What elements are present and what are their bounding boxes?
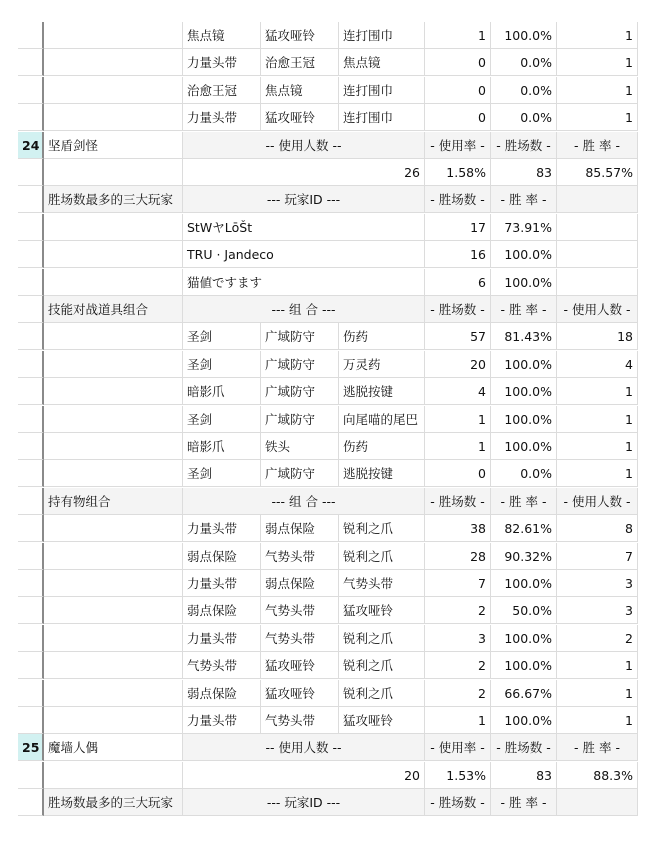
combo-item-3-cell[interactable]: 连打围巾 bbox=[339, 77, 425, 104]
row-gutter-cell[interactable] bbox=[18, 22, 44, 49]
wins-cell[interactable]: 2 bbox=[425, 680, 491, 707]
usage-count-header-cell[interactable]: -- 使用人数 -- bbox=[183, 132, 425, 159]
combo-item-3-cell[interactable]: 锐利之爪 bbox=[339, 543, 425, 570]
wins-header-cell[interactable]: - 胜场数 - bbox=[425, 789, 491, 816]
table-row bbox=[18, 762, 638, 789]
section-label-cell[interactable]: 胜场数最多的三大玩家 bbox=[44, 186, 183, 213]
win-rate-cell[interactable]: 88.3% bbox=[557, 762, 638, 789]
combo-item-2-cell[interactable]: 广域防守 bbox=[261, 323, 339, 350]
empty-cell[interactable] bbox=[44, 323, 183, 350]
usage-rate-cell[interactable]: 1.58% bbox=[425, 159, 491, 186]
users-cell[interactable]: 1 bbox=[557, 77, 638, 104]
win-rate-header-cell[interactable]: - 胜 率 - bbox=[491, 186, 557, 213]
combo-item-2-cell[interactable]: 广域防守 bbox=[261, 378, 339, 405]
wins-cell[interactable]: 2 bbox=[425, 597, 491, 624]
empty-cell[interactable] bbox=[44, 22, 183, 49]
empty-cell[interactable] bbox=[557, 241, 638, 268]
wins-cell[interactable]: 83 bbox=[491, 762, 557, 789]
usage-count-cell[interactable]: 20 bbox=[183, 762, 425, 789]
combo-item-2-cell[interactable]: 弱点保险 bbox=[261, 515, 339, 542]
table-row bbox=[18, 652, 638, 679]
combo-item-2-cell[interactable]: 广域防守 bbox=[261, 406, 339, 433]
table-row bbox=[18, 241, 638, 268]
combo-item-1-cell[interactable]: 弱点保险 bbox=[183, 680, 261, 707]
row-gutter-cell[interactable] bbox=[18, 159, 44, 186]
table-row bbox=[18, 597, 638, 624]
combo-item-1-cell[interactable]: 圣剑 bbox=[183, 406, 261, 433]
users-cell[interactable]: 1 bbox=[557, 22, 638, 49]
win-rate-cell[interactable]: 73.91% bbox=[491, 214, 557, 241]
users-cell[interactable]: 1 bbox=[557, 707, 638, 734]
users-cell[interactable]: 8 bbox=[557, 515, 638, 542]
combo-item-1-cell[interactable]: 弱点保险 bbox=[183, 597, 261, 624]
table-row bbox=[18, 406, 638, 433]
combo-item-2-cell[interactable]: 气势头带 bbox=[261, 707, 339, 734]
table-row bbox=[18, 323, 638, 350]
combo-item-2-cell[interactable]: 治愈王冠 bbox=[261, 49, 339, 76]
win-rate-header-cell[interactable]: - 胜 率 - bbox=[491, 488, 557, 515]
empty-cell[interactable] bbox=[44, 543, 183, 570]
usage-count-header-cell[interactable]: -- 使用人数 -- bbox=[183, 734, 425, 761]
empty-cell[interactable] bbox=[44, 378, 183, 405]
empty-cell[interactable] bbox=[44, 652, 183, 679]
win-rate-cell[interactable]: 100.0% bbox=[491, 406, 557, 433]
combo-item-1-cell[interactable]: 圣剑 bbox=[183, 460, 261, 487]
win-rate-cell[interactable]: 66.67% bbox=[491, 680, 557, 707]
users-cell[interactable]: 18 bbox=[557, 323, 638, 350]
combo-item-3-cell[interactable]: 伤药 bbox=[339, 323, 425, 350]
row-gutter-cell[interactable] bbox=[18, 214, 44, 241]
combo-item-3-cell[interactable]: 锐利之爪 bbox=[339, 625, 425, 652]
combo-item-1-cell[interactable]: 力量头带 bbox=[183, 707, 261, 734]
combo-item-1-cell[interactable]: 气势头带 bbox=[183, 652, 261, 679]
row-gutter-cell[interactable] bbox=[18, 351, 44, 378]
empty-cell[interactable] bbox=[44, 762, 183, 789]
row-gutter-cell[interactable] bbox=[18, 269, 44, 296]
combo-item-1-cell[interactable]: 暗影爪 bbox=[183, 433, 261, 460]
usage-rate-header-cell[interactable]: - 使用率 - bbox=[425, 734, 491, 761]
wins-header-cell[interactable]: - 胜场数 - bbox=[491, 734, 557, 761]
combo-item-2-cell[interactable]: 猛攻哑铃 bbox=[261, 104, 339, 131]
usage-rate-cell[interactable]: 1.53% bbox=[425, 762, 491, 789]
wins-cell[interactable]: 0 bbox=[425, 460, 491, 487]
wins-cell[interactable]: 0 bbox=[425, 77, 491, 104]
wins-header-cell[interactable]: - 胜场数 - bbox=[425, 488, 491, 515]
table-row bbox=[18, 625, 638, 652]
empty-cell[interactable] bbox=[44, 515, 183, 542]
table-row bbox=[18, 22, 638, 49]
row-gutter-cell[interactable] bbox=[18, 515, 44, 542]
table-row bbox=[18, 460, 638, 487]
win-rate-header-cell[interactable]: - 胜 率 - bbox=[491, 296, 557, 323]
combo-item-3-cell[interactable]: 连打围巾 bbox=[339, 22, 425, 49]
empty-cell[interactable] bbox=[557, 269, 638, 296]
row-gutter-cell[interactable] bbox=[18, 323, 44, 350]
empty-cell[interactable] bbox=[44, 49, 183, 76]
combo-item-3-cell[interactable]: 焦点镜 bbox=[339, 49, 425, 76]
table-row bbox=[18, 734, 638, 761]
combo-item-3-cell[interactable]: 锐利之爪 bbox=[339, 515, 425, 542]
rank-number-cell[interactable]: 25 bbox=[18, 734, 44, 761]
wins-cell[interactable]: 2 bbox=[425, 652, 491, 679]
users-cell[interactable]: 2 bbox=[557, 625, 638, 652]
table-row bbox=[18, 515, 638, 542]
wins-cell[interactable]: 16 bbox=[425, 241, 491, 268]
table-row bbox=[18, 488, 638, 515]
wins-header-cell[interactable]: - 胜场数 - bbox=[491, 132, 557, 159]
win-rate-cell[interactable]: 82.61% bbox=[491, 515, 557, 542]
combo-item-3-cell[interactable]: 万灵药 bbox=[339, 351, 425, 378]
table-row bbox=[18, 49, 638, 76]
combo-item-3-cell[interactable]: 猛攻哑铃 bbox=[339, 707, 425, 734]
empty-cell[interactable] bbox=[44, 570, 183, 597]
combo-item-1-cell[interactable]: 焦点镜 bbox=[183, 22, 261, 49]
users-cell[interactable]: 1 bbox=[557, 49, 638, 76]
wins-header-cell[interactable]: - 胜场数 - bbox=[425, 296, 491, 323]
combo-item-2-cell[interactable]: 焦点镜 bbox=[261, 77, 339, 104]
wins-cell[interactable]: 20 bbox=[425, 351, 491, 378]
table-row bbox=[18, 159, 638, 186]
table-row bbox=[18, 104, 638, 131]
win-rate-cell[interactable]: 100.0% bbox=[491, 351, 557, 378]
usage-count-cell[interactable]: 26 bbox=[183, 159, 425, 186]
empty-cell[interactable] bbox=[44, 77, 183, 104]
wins-cell[interactable]: 0 bbox=[425, 104, 491, 131]
users-cell[interactable]: 7 bbox=[557, 543, 638, 570]
empty-cell[interactable] bbox=[44, 214, 183, 241]
combo-item-3-cell[interactable]: 猛攻哑铃 bbox=[339, 597, 425, 624]
win-rate-cell[interactable]: 81.43% bbox=[491, 323, 557, 350]
wins-cell[interactable]: 17 bbox=[425, 214, 491, 241]
users-header-cell[interactable] bbox=[557, 186, 638, 213]
row-gutter-cell[interactable] bbox=[18, 762, 44, 789]
win-rate-cell[interactable]: 0.0% bbox=[491, 49, 557, 76]
wins-cell[interactable]: 1 bbox=[425, 433, 491, 460]
row-gutter-cell[interactable] bbox=[18, 406, 44, 433]
users-cell[interactable]: 1 bbox=[557, 378, 638, 405]
row-gutter-cell[interactable] bbox=[18, 789, 44, 816]
combo-item-3-cell[interactable]: 伤药 bbox=[339, 433, 425, 460]
wins-cell[interactable]: 57 bbox=[425, 323, 491, 350]
win-rate-header-cell[interactable]: - 胜 率 - bbox=[491, 789, 557, 816]
row-gutter-cell[interactable] bbox=[18, 597, 44, 624]
combo-item-1-cell[interactable]: 力量头带 bbox=[183, 515, 261, 542]
table-row bbox=[18, 707, 638, 734]
table-row bbox=[18, 680, 638, 707]
row-gutter-cell[interactable] bbox=[18, 680, 44, 707]
win-rate-cell[interactable]: 100.0% bbox=[491, 652, 557, 679]
row-gutter-cell[interactable] bbox=[18, 296, 44, 323]
users-cell[interactable]: 1 bbox=[557, 433, 638, 460]
table-row bbox=[18, 433, 638, 460]
users-cell[interactable]: 3 bbox=[557, 570, 638, 597]
section-column-header-cell[interactable]: --- 玩家ID --- bbox=[183, 186, 425, 213]
pokemon-name-cell[interactable]: 魔墙人偶 bbox=[44, 734, 183, 761]
row-gutter-cell[interactable] bbox=[18, 433, 44, 460]
combo-item-3-cell[interactable]: 连打围巾 bbox=[339, 104, 425, 131]
empty-cell[interactable] bbox=[44, 241, 183, 268]
users-header-cell[interactable] bbox=[557, 789, 638, 816]
win-rate-cell[interactable]: 100.0% bbox=[491, 707, 557, 734]
wins-cell[interactable]: 3 bbox=[425, 625, 491, 652]
table-row bbox=[18, 378, 638, 405]
combo-item-2-cell[interactable]: 猛攻哑铃 bbox=[261, 652, 339, 679]
win-rate-cell[interactable]: 100.0% bbox=[491, 269, 557, 296]
users-header-cell[interactable]: - 使用人数 - bbox=[557, 296, 638, 323]
table-row bbox=[18, 186, 638, 213]
table-row bbox=[18, 214, 638, 241]
combo-item-3-cell[interactable]: 气势头带 bbox=[339, 570, 425, 597]
win-rate-cell[interactable]: 100.0% bbox=[491, 625, 557, 652]
wins-cell[interactable]: 1 bbox=[425, 406, 491, 433]
combo-item-3-cell[interactable]: 锐利之爪 bbox=[339, 680, 425, 707]
empty-cell[interactable] bbox=[44, 406, 183, 433]
section-label-cell[interactable]: 技能对战道具组合 bbox=[44, 296, 183, 323]
empty-cell[interactable] bbox=[44, 625, 183, 652]
table-row bbox=[18, 132, 638, 159]
player-id-cell[interactable]: 猫値ですます bbox=[183, 269, 425, 296]
row-gutter-cell[interactable] bbox=[18, 104, 44, 131]
combo-item-2-cell[interactable]: 铁头 bbox=[261, 433, 339, 460]
win-rate-cell[interactable]: 85.57% bbox=[557, 159, 638, 186]
table-row bbox=[18, 543, 638, 570]
users-cell[interactable]: 1 bbox=[557, 680, 638, 707]
users-cell[interactable]: 4 bbox=[557, 351, 638, 378]
users-cell[interactable]: 3 bbox=[557, 597, 638, 624]
combo-item-1-cell[interactable]: 圣剑 bbox=[183, 323, 261, 350]
win-rate-cell[interactable]: 100.0% bbox=[491, 378, 557, 405]
combo-item-3-cell[interactable]: 逃脱按键 bbox=[339, 378, 425, 405]
table-row bbox=[18, 570, 638, 597]
empty-cell[interactable] bbox=[44, 433, 183, 460]
combo-item-1-cell[interactable]: 暗影爪 bbox=[183, 378, 261, 405]
empty-cell[interactable] bbox=[44, 269, 183, 296]
wins-cell[interactable]: 28 bbox=[425, 543, 491, 570]
combo-item-1-cell[interactable]: 圣剑 bbox=[183, 351, 261, 378]
player-id-cell[interactable]: StWヤLōŠt bbox=[183, 214, 425, 241]
table-row bbox=[18, 77, 638, 104]
combo-item-3-cell[interactable]: 逃脱按键 bbox=[339, 460, 425, 487]
player-id-cell[interactable]: TRU · Jandeco bbox=[183, 241, 425, 268]
table-row bbox=[18, 351, 638, 378]
empty-cell[interactable] bbox=[44, 707, 183, 734]
wins-cell[interactable]: 4 bbox=[425, 378, 491, 405]
users-cell[interactable]: 1 bbox=[557, 406, 638, 433]
combo-item-1-cell[interactable]: 治愈王冠 bbox=[183, 77, 261, 104]
win-rate-cell[interactable]: 100.0% bbox=[491, 22, 557, 49]
row-gutter-cell[interactable] bbox=[18, 49, 44, 76]
section-label-cell[interactable]: 持有物组合 bbox=[44, 488, 183, 515]
users-header-cell[interactable]: - 使用人数 - bbox=[557, 488, 638, 515]
win-rate-header-cell[interactable]: - 胜 率 - bbox=[557, 734, 638, 761]
win-rate-cell[interactable]: 0.0% bbox=[491, 77, 557, 104]
wins-cell[interactable]: 1 bbox=[425, 707, 491, 734]
row-gutter-cell[interactable] bbox=[18, 378, 44, 405]
combo-item-3-cell[interactable]: 向尾喵的尾巴 bbox=[339, 406, 425, 433]
empty-cell[interactable] bbox=[44, 680, 183, 707]
empty-cell[interactable] bbox=[557, 214, 638, 241]
combo-item-2-cell[interactable]: 猛攻哑铃 bbox=[261, 680, 339, 707]
wins-cell[interactable]: 1 bbox=[425, 22, 491, 49]
combo-item-1-cell[interactable]: 力量头带 bbox=[183, 104, 261, 131]
users-cell[interactable]: 1 bbox=[557, 460, 638, 487]
row-gutter-cell[interactable] bbox=[18, 707, 44, 734]
table-row bbox=[18, 269, 638, 296]
wins-cell[interactable]: 6 bbox=[425, 269, 491, 296]
win-rate-cell[interactable]: 90.32% bbox=[491, 543, 557, 570]
wins-header-cell[interactable]: - 胜场数 - bbox=[425, 186, 491, 213]
combo-item-1-cell[interactable]: 力量头带 bbox=[183, 625, 261, 652]
empty-cell[interactable] bbox=[44, 351, 183, 378]
win-rate-cell[interactable]: 50.0% bbox=[491, 597, 557, 624]
pokemon-name-cell[interactable]: 坚盾剑怪 bbox=[44, 132, 183, 159]
row-gutter-cell[interactable] bbox=[18, 460, 44, 487]
row-gutter-cell[interactable] bbox=[18, 543, 44, 570]
empty-cell[interactable] bbox=[44, 460, 183, 487]
empty-cell[interactable] bbox=[44, 597, 183, 624]
combo-item-2-cell[interactable]: 气势头带 bbox=[261, 597, 339, 624]
empty-cell[interactable] bbox=[44, 159, 183, 186]
combo-item-2-cell[interactable]: 弱点保险 bbox=[261, 570, 339, 597]
wins-cell[interactable]: 83 bbox=[491, 159, 557, 186]
combo-item-2-cell[interactable]: 气势头带 bbox=[261, 543, 339, 570]
win-rate-cell[interactable]: 100.0% bbox=[491, 433, 557, 460]
users-cell[interactable]: 1 bbox=[557, 652, 638, 679]
combo-item-1-cell[interactable]: 弱点保险 bbox=[183, 543, 261, 570]
row-gutter-cell[interactable] bbox=[18, 186, 44, 213]
win-rate-cell[interactable]: 100.0% bbox=[491, 241, 557, 268]
win-rate-cell[interactable]: 0.0% bbox=[491, 104, 557, 131]
section-column-header-cell[interactable]: --- 组 合 --- bbox=[183, 296, 425, 323]
row-gutter-cell[interactable] bbox=[18, 652, 44, 679]
row-gutter-cell[interactable] bbox=[18, 77, 44, 104]
win-rate-cell[interactable]: 100.0% bbox=[491, 570, 557, 597]
row-gutter-cell[interactable] bbox=[18, 570, 44, 597]
win-rate-header-cell[interactable]: - 胜 率 - bbox=[557, 132, 638, 159]
win-rate-cell[interactable]: 0.0% bbox=[491, 460, 557, 487]
combo-item-2-cell[interactable]: 气势头带 bbox=[261, 625, 339, 652]
combo-item-1-cell[interactable]: 力量头带 bbox=[183, 49, 261, 76]
combo-item-2-cell[interactable]: 猛攻哑铃 bbox=[261, 22, 339, 49]
wins-cell[interactable]: 0 bbox=[425, 49, 491, 76]
wins-cell[interactable]: 38 bbox=[425, 515, 491, 542]
users-cell[interactable]: 1 bbox=[557, 104, 638, 131]
wins-cell[interactable]: 7 bbox=[425, 570, 491, 597]
empty-cell[interactable] bbox=[44, 104, 183, 131]
section-column-header-cell[interactable]: --- 玩家ID --- bbox=[183, 789, 425, 816]
section-label-cell[interactable]: 胜场数最多的三大玩家 bbox=[44, 789, 183, 816]
row-gutter-cell[interactable] bbox=[18, 241, 44, 268]
rank-number-cell[interactable]: 24 bbox=[18, 132, 44, 159]
table-row bbox=[18, 789, 638, 816]
table-row bbox=[18, 296, 638, 323]
row-gutter-cell[interactable] bbox=[18, 625, 44, 652]
combo-item-1-cell[interactable]: 力量头带 bbox=[183, 570, 261, 597]
section-column-header-cell[interactable]: --- 组 合 --- bbox=[183, 488, 425, 515]
usage-rate-header-cell[interactable]: - 使用率 - bbox=[425, 132, 491, 159]
row-gutter-cell[interactable] bbox=[18, 488, 44, 515]
combo-item-3-cell[interactable]: 锐利之爪 bbox=[339, 652, 425, 679]
combo-item-2-cell[interactable]: 广域防守 bbox=[261, 460, 339, 487]
combo-item-2-cell[interactable]: 广域防守 bbox=[261, 351, 339, 378]
